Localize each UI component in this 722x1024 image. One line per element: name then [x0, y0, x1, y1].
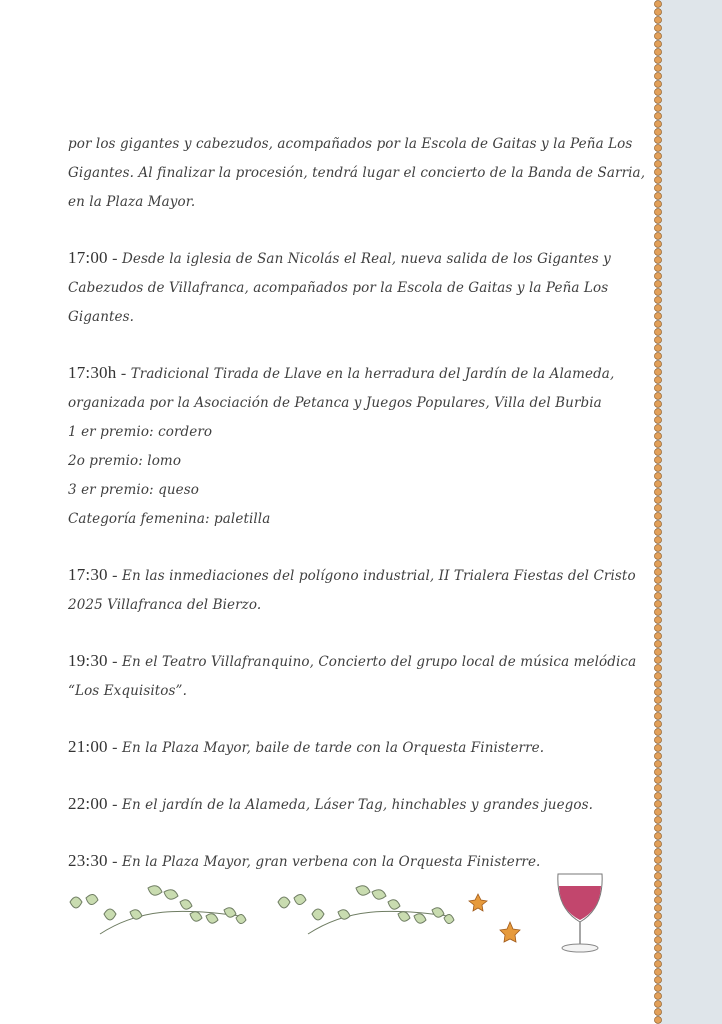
intro-paragraph	[68, 130, 646, 217]
ivy-vine-icon	[278, 886, 454, 934]
separator: -	[120, 365, 127, 382]
event-time: 19:30	[68, 651, 108, 670]
event-text: Gigantes.	[68, 309, 135, 325]
event-entry	[68, 732, 633, 763]
event-text: 2025 Villafranca del Bierzo.	[68, 597, 262, 613]
event-text: Tradicional Tirada de Llave en la herradura del Jardín de la Alameda,	[130, 366, 615, 382]
event-time: 17:30	[68, 565, 108, 584]
separator: -	[112, 853, 118, 870]
event-text: En la Plaza Mayor, gran verbena con la Orquesta Finisterre.	[121, 854, 541, 870]
star-flower-icon	[500, 922, 520, 942]
separator: -	[112, 567, 118, 584]
event-text: En el Teatro Villafranquino, Concierto del grupo local de música melódica	[121, 654, 637, 670]
wine-glass-icon	[558, 874, 602, 952]
separator: -	[112, 796, 118, 813]
event-time: 17:30h	[68, 363, 117, 382]
prize-item: 1 er premio: cordero	[68, 424, 213, 440]
separator: -	[112, 653, 118, 670]
event-time: 23:30	[68, 851, 108, 870]
prize-item: 2o premio: lomo	[68, 453, 182, 469]
event-entry	[68, 646, 637, 706]
event-text: “Los Exquisitos”.	[68, 683, 187, 699]
separator: -	[112, 739, 118, 756]
prize-item: Categoría femenina: paletilla	[68, 511, 271, 527]
event-text: Desde la iglesia de San Nicolás el Real, nueva salida de los Gigantes y	[121, 251, 611, 267]
ivy-vine-icon	[70, 886, 246, 934]
event-text: organizada por la Asociación de Petanca y Juegos Populares, Villa del Burbia	[68, 395, 602, 411]
event-text: En la Plaza Mayor, baile de tarde con la Orquesta Finisterre.	[121, 740, 545, 756]
footer-decoration	[60, 868, 620, 968]
bead-border-icon	[648, 0, 668, 1024]
event-time: 21:00	[68, 737, 108, 756]
intro-line: en la Plaza Mayor.	[68, 194, 196, 210]
schedule-content	[68, 130, 646, 877]
prize-item: 3 er premio: queso	[68, 482, 199, 498]
event-entry	[68, 358, 633, 534]
event-text: En las inmediaciones del polígono industrial, II Trialera Fiestas del Cristo	[121, 568, 636, 584]
intro-line: por los gigantes y cabezudos, acompañados por la Escola de Gaitas y la Peña Los	[68, 136, 633, 152]
event-text: En el jardín de la Alameda, Láser Tag, hinchables y grandes juegos.	[121, 797, 594, 813]
intro-line: Gigantes. Al finalizar la procesión, tendrá lugar el concierto de la Banda de Sarria,	[68, 165, 646, 181]
event-text: Cabezudos de Villafranca, acompañados por la Escola de Gaitas y la Peña Los	[68, 280, 609, 296]
event-entry	[68, 560, 636, 620]
event-entry	[68, 789, 633, 820]
star-flower-icon	[469, 894, 487, 911]
event-time: 17:00	[68, 248, 108, 267]
event-entry	[68, 243, 633, 332]
event-time: 22:00	[68, 794, 108, 813]
separator: -	[112, 250, 118, 267]
